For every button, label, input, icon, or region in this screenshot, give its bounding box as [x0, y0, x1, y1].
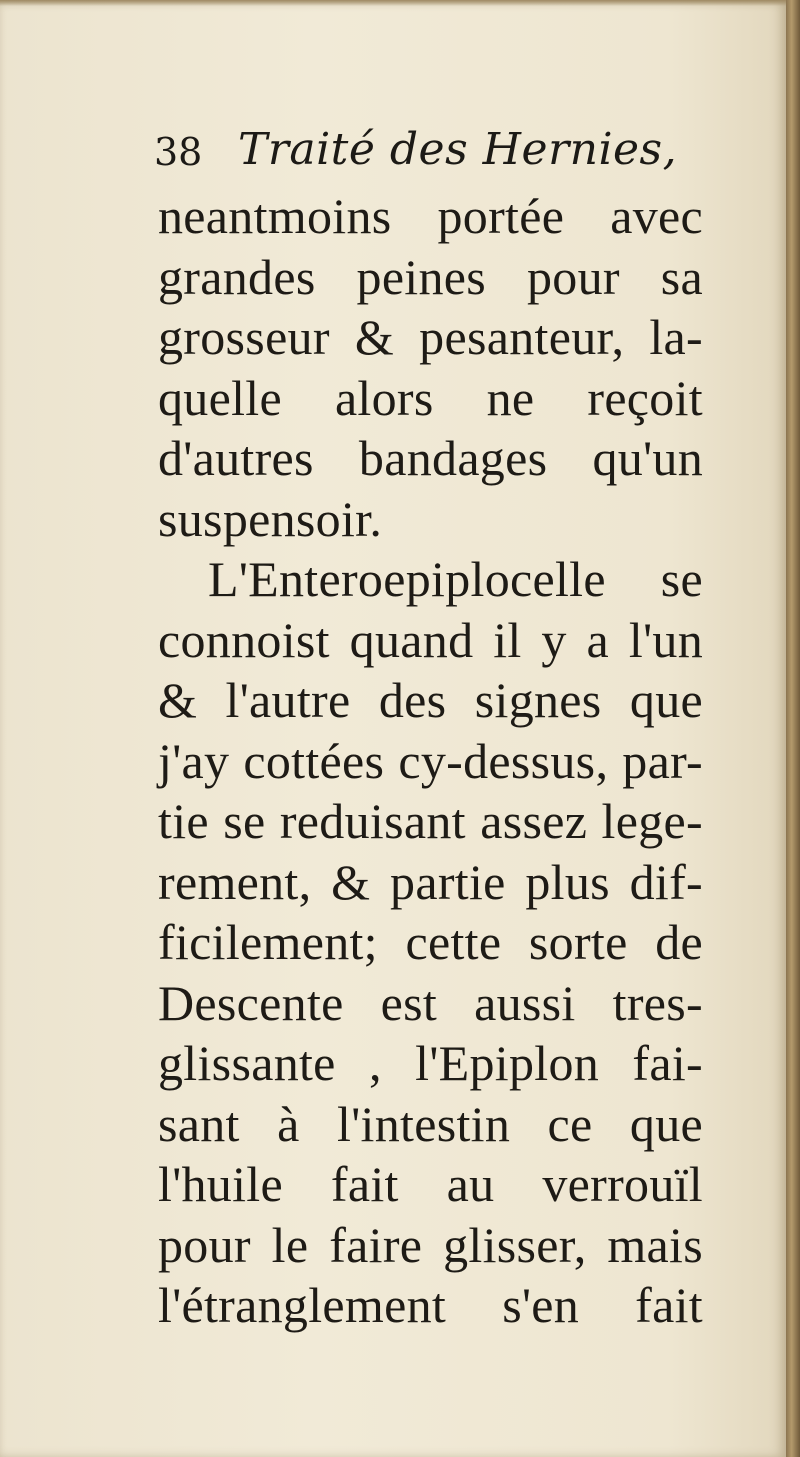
text-line: l'huile fait au verrouïl	[158, 1156, 703, 1212]
text-line: quelle alors ne reçoit	[158, 369, 703, 426]
page-number: 38	[154, 130, 203, 174]
text-line: j'ay cottées cy-dessus, par-	[158, 732, 703, 789]
text-line: suspensoir.	[158, 490, 383, 547]
text-line: pour le faire glisser, mais	[158, 1216, 703, 1273]
text-line: & l'autre des signes que	[158, 672, 703, 728]
text-line: l'étranglement s'en fait	[158, 1277, 703, 1333]
running-title: Traité des Hernies,	[238, 124, 678, 175]
text-line: L'Enteroepiplocelle se	[208, 551, 703, 607]
text-line: ficilement; cette sorte de	[158, 914, 703, 970]
text-line: Descente est aussi tres-	[158, 974, 703, 1031]
text-line: sant à l'intestin ce que	[158, 1095, 703, 1152]
body-text	[158, 186, 703, 1336]
text-line: grandes peines pour sa	[158, 248, 703, 305]
text-line: d'autres bandages qu'un	[158, 430, 703, 486]
text-line: connoist quand il y a l'un	[158, 611, 703, 668]
page-header	[150, 118, 710, 178]
text-line: grosseur & pesanteur, la-	[158, 309, 703, 365]
text-line: tie se reduisant assez lege-	[158, 793, 703, 849]
text-line: glissante , l'Epiplon fai-	[158, 1035, 703, 1091]
text-line: rement, & partie plus dif-	[158, 853, 703, 910]
book-edge	[786, 0, 800, 1457]
page-top-shadow	[0, 0, 800, 6]
text-line: neantmoins portée avec	[158, 188, 703, 244]
